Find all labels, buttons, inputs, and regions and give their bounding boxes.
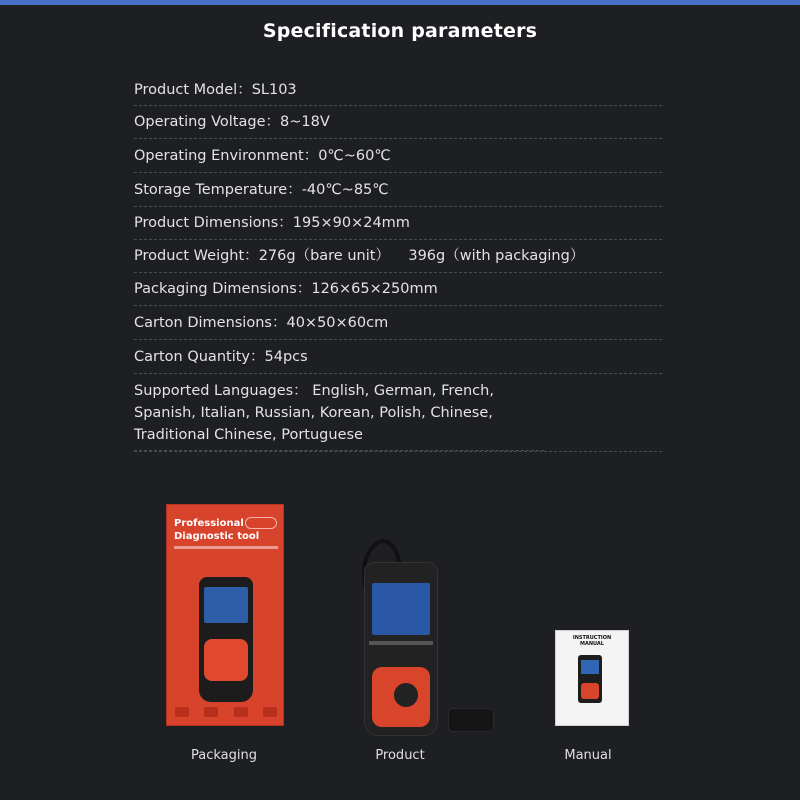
dpad-icon <box>394 683 418 707</box>
manual-device-illustration <box>578 655 602 703</box>
device-screen <box>372 583 430 635</box>
spec-value: 195×90×24mm <box>292 215 410 231</box>
spec-label: Carton Dimensions： <box>134 314 287 331</box>
spec-label: Supported Languages： <box>134 383 313 399</box>
spec-row-languages <box>134 374 544 451</box>
packaging-badge <box>245 517 277 529</box>
spec-row-dimensions <box>134 207 662 240</box>
manual-title: INSTRUCTION MANUAL <box>572 635 612 647</box>
manual-caption: Manual <box>564 748 612 763</box>
device-keypad <box>372 667 430 727</box>
packaging-subtitle-bar <box>174 546 278 549</box>
spec-value: 54pcs <box>264 348 308 365</box>
device-screen <box>581 660 599 674</box>
product-gallery <box>0 490 800 790</box>
packaging-device-illustration <box>199 577 253 702</box>
spec-value: 8~18V <box>280 114 330 130</box>
spec-row-voltage <box>134 106 662 139</box>
divider <box>134 451 662 452</box>
spec-value: 40×50×60cm <box>286 314 389 331</box>
spec-row-carton-qty <box>134 340 662 374</box>
manual-image <box>555 630 629 726</box>
spec-row-carton-dims <box>134 306 662 340</box>
device-keypad <box>581 683 599 699</box>
packaging-title-line-2: Diagnostic tool <box>174 531 260 542</box>
packaging-caption: Packaging <box>191 748 257 763</box>
device-keypad <box>204 639 248 681</box>
spec-row-operating-env <box>134 139 662 173</box>
feature-icon <box>204 707 218 717</box>
spec-label: Operating Voltage： <box>134 114 280 130</box>
feature-icon <box>234 707 248 717</box>
spec-value: 126×65×250mm <box>311 281 438 297</box>
device-label <box>369 641 433 645</box>
product-device-image <box>360 510 440 740</box>
spec-row-packaging-dims <box>134 273 662 306</box>
spec-label: Product Weight： <box>134 248 259 264</box>
spec-row-model <box>134 74 662 106</box>
packaging-feature-icons <box>167 705 284 726</box>
device-screen <box>204 587 248 623</box>
spec-value: 276g（bare unit） 396g（with packaging） <box>258 248 585 264</box>
spec-row-weight <box>134 240 662 273</box>
spec-value: SL103 <box>251 81 297 98</box>
spec-value: -40℃~85℃ <box>301 181 389 198</box>
device-body <box>364 562 438 736</box>
spec-label: Storage Temperature： <box>134 181 302 198</box>
feature-icon <box>175 707 189 717</box>
packaging-box-image <box>166 504 284 726</box>
obd-connector-icon <box>448 708 494 732</box>
spec-label: Packaging Dimensions： <box>134 281 312 297</box>
page-title: Specification parameters <box>262 20 538 42</box>
feature-icon <box>263 707 277 717</box>
spec-label: Operating Environment： <box>134 147 319 164</box>
spec-label: Carton Quantity： <box>134 348 265 365</box>
spec-label: Product Model： <box>134 81 252 98</box>
spec-list <box>134 74 662 452</box>
spec-row-storage-temp <box>134 173 662 207</box>
top-accent-bar <box>0 0 800 5</box>
spec-value: English, German, French, Spanish, Italian, Russian, Korean, Polish, Chinese, Traditional Chinese, Portuguese <box>134 383 494 443</box>
spec-label: Product Dimensions： <box>134 215 293 231</box>
packaging-title-line-1: Professional <box>174 518 244 529</box>
spec-value: 0℃~60℃ <box>318 147 391 164</box>
product-caption: Product <box>375 748 425 763</box>
